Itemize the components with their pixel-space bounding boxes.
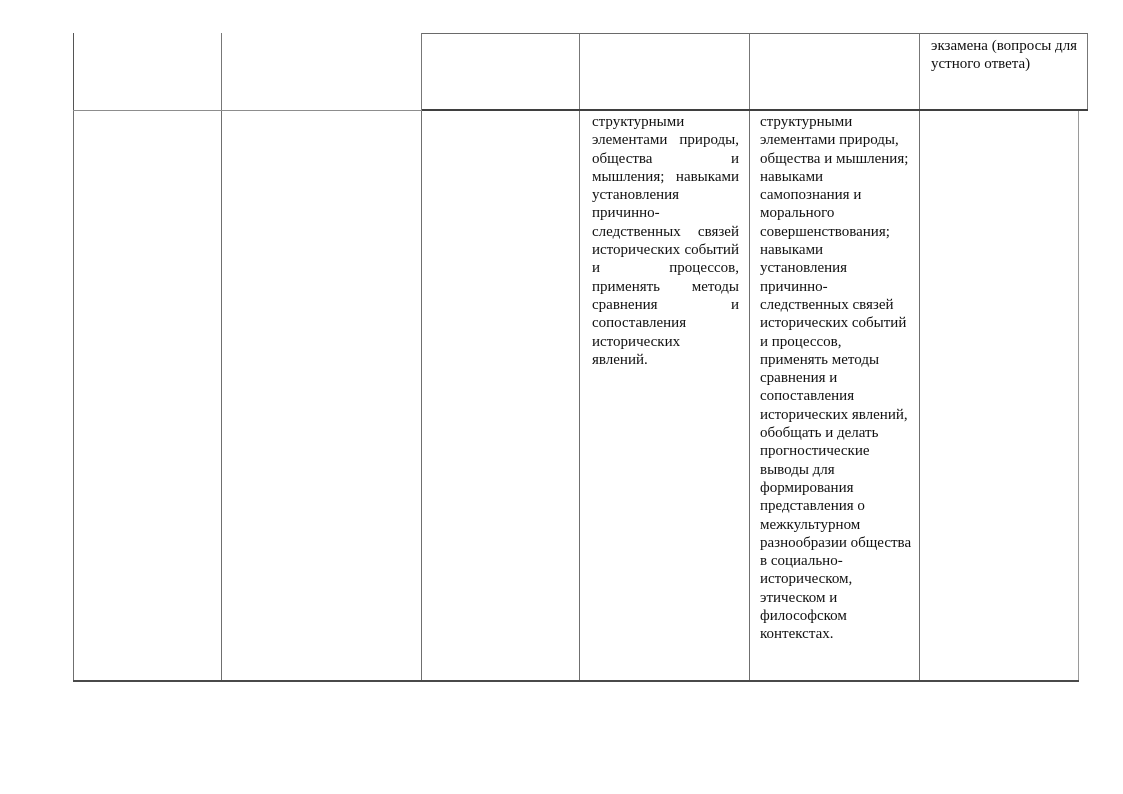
header-cell-2 [222, 33, 422, 110]
body-cell-4 [580, 111, 750, 680]
body-cell-3 [422, 111, 580, 680]
body-cell-4-text: структурными элементами природы, общества и мышления; навыками установления причинно-следственных связей исторических событий и процессов, применять методы сравнения и сопоставления исторических явлений. [592, 114, 739, 368]
body-cell-6 [920, 111, 1079, 680]
body-cell-5-text: структурными элементами природы, общества и мышления; навыками самопознания и морального совершенствования; навыками установления причинно-следственных связей исторических событий и процессов, применять методы сравнения и сопоставления исторических явлений, обобщать и делать прогностические выводы для формирования представления о межкультурном разнообразии общества в социально-историческом, этическом и философском контекстах. [760, 114, 912, 643]
header-cell-1 [73, 33, 222, 110]
body-cell-1 [73, 111, 222, 680]
header-cell-6 [920, 33, 1088, 110]
header-cell-6-text: экзамена (вопросы для устного ответа) [931, 38, 1078, 72]
header-cell-5 [750, 33, 920, 110]
body-cell-5 [750, 111, 920, 680]
header-cell-3 [422, 33, 580, 110]
table-body-row [73, 111, 1079, 682]
header-cell-4 [580, 33, 750, 110]
body-cell-2 [222, 111, 422, 680]
table-header-row [73, 33, 1088, 110]
